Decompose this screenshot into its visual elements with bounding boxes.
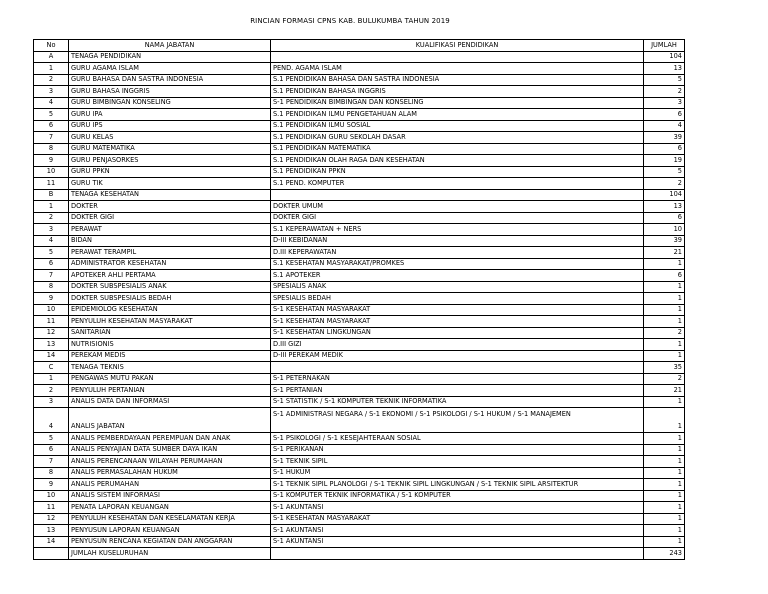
row-kualifikasi: D-III PEREKAM MEDIK	[271, 350, 644, 362]
row-kualifikasi: S-1 PERTANIAN	[271, 385, 644, 397]
row-nama-jabatan: GURU PPKN	[69, 166, 271, 178]
table-row	[34, 456, 685, 468]
row-jumlah: 1	[644, 513, 685, 525]
row-kualifikasi: S-1 PSIKOLOGI / S-1 KESEJAHTERAAN SOSIAL	[271, 433, 644, 445]
table-row	[34, 224, 685, 236]
row-jumlah: 21	[644, 385, 685, 397]
row-nama-jabatan: PENYUSUN RENCANA KEGIATAN DAN ANGGARAN	[69, 536, 271, 548]
row-kualifikasi: D-III KEBIDANAN	[271, 235, 644, 247]
table-row	[34, 525, 685, 537]
row-kualifikasi: S-1 AKUNTANSI	[271, 536, 644, 548]
row-nama-jabatan: GURU BAHASA DAN SASTRA INDONESIA	[69, 74, 271, 86]
row-nama-jabatan: DOKTER	[69, 201, 271, 213]
row-nama-jabatan: NUTRISIONIS	[69, 339, 271, 351]
table-row	[34, 258, 685, 270]
row-jumlah: 1	[644, 316, 685, 328]
total-no-cell	[34, 548, 69, 560]
row-kualifikasi: S.1 PENDIDIKAN BAHASA INGGRIS	[271, 86, 644, 98]
row-kualifikasi: DOKTER UMUM	[271, 201, 644, 213]
table-row	[34, 536, 685, 548]
row-nama-jabatan: ANALIS DATA DAN INFORMASI	[69, 396, 271, 408]
row-kualifikasi: S-1 PERIKANAN	[271, 444, 644, 456]
row-no: 7	[34, 132, 69, 144]
row-kualifikasi: S.1 PENDIDIKAN MATEMATIKA	[271, 143, 644, 155]
row-jumlah: 1	[644, 444, 685, 456]
row-nama-jabatan: GURU PENJASORKES	[69, 155, 271, 167]
table-row	[34, 97, 685, 109]
row-nama-jabatan: GURU BAHASA INGGRIS	[69, 86, 271, 98]
row-jumlah: 13	[644, 63, 685, 75]
row-kualifikasi	[271, 51, 644, 63]
row-no: 10	[34, 304, 69, 316]
row-no: 2	[34, 385, 69, 397]
header-jumlah: JUMLAH	[644, 40, 685, 52]
table-row	[34, 109, 685, 121]
row-kualifikasi: S-1 PETERNAKAN	[271, 373, 644, 385]
row-no: 1	[34, 201, 69, 213]
table-row	[34, 120, 685, 132]
row-kualifikasi: S.1 PENDIDIKAN OLAH RAGA DAN KESEHATAN	[271, 155, 644, 167]
row-no: 4	[34, 408, 69, 433]
row-nama-jabatan: EPIDEMIOLOG KESEHATAN	[69, 304, 271, 316]
row-nama-jabatan: ANALIS PEMBERDAYAAN PEREMPUAN DAN ANAK	[69, 433, 271, 445]
row-nama-jabatan: PENATA LAPORAN KEUANGAN	[69, 502, 271, 514]
row-no: 11	[34, 316, 69, 328]
row-nama-jabatan: DOKTER GIGI	[69, 212, 271, 224]
row-no: 12	[34, 513, 69, 525]
table-row	[34, 74, 685, 86]
row-kualifikasi: S.1 KEPERAWATAN + NERS	[271, 224, 644, 236]
row-nama-jabatan: TENAGA TEKNIS	[69, 362, 271, 374]
row-nama-jabatan: PENYULUH KESEHATAN DAN KESELAMATAN KERJA	[69, 513, 271, 525]
row-kualifikasi: S-1 ADMINISTRASI NEGARA / S-1 EKONOMI / S-1 PSIKOLOGI / S-1 HUKUM / S-1 MANAJEMEN	[271, 408, 644, 433]
table-row	[34, 490, 685, 502]
row-no: C	[34, 362, 69, 374]
row-kualifikasi: S-1 STATISTIK / S-1 KOMPUTER TEKNIK INFORMATIKA	[271, 396, 644, 408]
table-row	[34, 293, 685, 305]
table-row	[34, 433, 685, 445]
row-kualifikasi: S.1 KESEHATAN MASYARAKAT/PROMKES	[271, 258, 644, 270]
table-row	[34, 385, 685, 397]
row-jumlah: 2	[644, 178, 685, 190]
row-no: 14	[34, 536, 69, 548]
row-kualifikasi: S.1 PENDIDIKAN GURU SEKOLAH DASAR	[271, 132, 644, 144]
row-kualifikasi: SPESIALIS ANAK	[271, 281, 644, 293]
table-row	[34, 396, 685, 408]
table-row	[34, 178, 685, 190]
row-nama-jabatan: SANITARIAN	[69, 327, 271, 339]
row-no: 3	[34, 224, 69, 236]
row-no: 14	[34, 350, 69, 362]
table-row	[34, 155, 685, 167]
table-row	[34, 373, 685, 385]
row-no: 10	[34, 166, 69, 178]
row-nama-jabatan: DOKTER SUBSPESIALIS ANAK	[69, 281, 271, 293]
row-kualifikasi: DOKTER GIGI	[271, 212, 644, 224]
row-no: 5	[34, 247, 69, 259]
row-jumlah: 4	[644, 120, 685, 132]
row-kualifikasi: SPESIALIS BEDAH	[271, 293, 644, 305]
row-no: B	[34, 189, 69, 201]
row-no: 5	[34, 109, 69, 121]
row-jumlah: 1	[644, 525, 685, 537]
row-kualifikasi	[271, 189, 644, 201]
row-jumlah: 19	[644, 155, 685, 167]
row-no: 7	[34, 456, 69, 468]
row-nama-jabatan: ANALIS PENYAJIAN DATA SUMBER DAYA IKAN	[69, 444, 271, 456]
row-jumlah: 1	[644, 339, 685, 351]
row-kualifikasi: S-1 AKUNTANSI	[271, 525, 644, 537]
row-jumlah: 39	[644, 132, 685, 144]
formation-table	[33, 39, 685, 560]
row-kualifikasi: S-1 KESEHATAN MASYARAKAT	[271, 513, 644, 525]
row-jumlah: 6	[644, 212, 685, 224]
row-jumlah: 35	[644, 362, 685, 374]
row-no: 3	[34, 86, 69, 98]
row-no: 5	[34, 433, 69, 445]
total-value: 243	[644, 548, 685, 560]
row-nama-jabatan: APOTEKER AHLI PERTAMA	[69, 270, 271, 282]
row-nama-jabatan: ANALIS SISTEM INFORMASI	[69, 490, 271, 502]
row-no: 3	[34, 396, 69, 408]
table-row	[34, 235, 685, 247]
row-jumlah: 10	[644, 224, 685, 236]
header-no: No	[34, 40, 69, 52]
row-no: 8	[34, 281, 69, 293]
header-kualifikasi: KUALIFIKASI PENDIDIKAN	[271, 40, 644, 52]
row-nama-jabatan: TENAGA PENDIDIKAN	[69, 51, 271, 63]
table-row	[34, 502, 685, 514]
row-jumlah: 5	[644, 74, 685, 86]
total-label: JUMLAH KUSELURUHAN	[69, 548, 271, 560]
row-nama-jabatan: DOKTER SUBSPESIALIS BEDAH	[69, 293, 271, 305]
row-nama-jabatan: TENAGA KESEHATAN	[69, 189, 271, 201]
table-row	[34, 201, 685, 213]
row-jumlah: 1	[644, 258, 685, 270]
row-no: 1	[34, 373, 69, 385]
row-nama-jabatan: ADMINISTRATOR KESEHATAN	[69, 258, 271, 270]
row-kualifikasi: S-1 HUKUM	[271, 467, 644, 479]
row-jumlah: 1	[644, 536, 685, 548]
row-no: 13	[34, 525, 69, 537]
row-jumlah: 1	[644, 479, 685, 491]
row-kualifikasi: PEND. AGAMA ISLAM	[271, 63, 644, 75]
row-nama-jabatan: GURU KELAS	[69, 132, 271, 144]
row-jumlah: 1	[644, 350, 685, 362]
row-no: 6	[34, 258, 69, 270]
table-row	[34, 316, 685, 328]
row-no: 8	[34, 467, 69, 479]
row-kualifikasi: S.1 APOTEKER	[271, 270, 644, 282]
row-nama-jabatan: ANALIS PERENCANAAN WILAYAH PERUMAHAN	[69, 456, 271, 468]
row-jumlah: 104	[644, 189, 685, 201]
row-no: A	[34, 51, 69, 63]
row-jumlah: 13	[644, 201, 685, 213]
row-no: 9	[34, 479, 69, 491]
table-row	[34, 281, 685, 293]
row-no: 6	[34, 444, 69, 456]
row-jumlah: 2	[644, 373, 685, 385]
row-kualifikasi: S-1 KOMPUTER TEKNIK INFORMATIKA / S-1 KOMPUTER	[271, 490, 644, 502]
row-kualifikasi: S-1 AKUNTANSI	[271, 502, 644, 514]
row-no: 7	[34, 270, 69, 282]
table-row	[34, 166, 685, 178]
row-no: 2	[34, 212, 69, 224]
row-nama-jabatan: GURU MATEMATIKA	[69, 143, 271, 155]
row-nama-jabatan: PERAWAT TERAMPIL	[69, 247, 271, 259]
row-jumlah: 2	[644, 86, 685, 98]
row-jumlah: 39	[644, 235, 685, 247]
row-nama-jabatan: BIDAN	[69, 235, 271, 247]
row-jumlah: 2	[644, 327, 685, 339]
table-row	[34, 339, 685, 351]
row-no: 13	[34, 339, 69, 351]
row-jumlah: 1	[644, 408, 685, 433]
row-jumlah: 3	[644, 97, 685, 109]
row-jumlah: 6	[644, 143, 685, 155]
row-jumlah: 1	[644, 502, 685, 514]
row-no: 8	[34, 143, 69, 155]
row-kualifikasi: S-1 TEKNIK SIPIL	[271, 456, 644, 468]
row-jumlah: 6	[644, 270, 685, 282]
row-jumlah: 104	[644, 51, 685, 63]
row-no: 4	[34, 97, 69, 109]
table-row	[34, 327, 685, 339]
row-nama-jabatan: PENYULUH KESEHATAN MASYARAKAT	[69, 316, 271, 328]
table-row	[34, 467, 685, 479]
row-nama-jabatan: PENGAWAS MUTU PAKAN	[69, 373, 271, 385]
row-jumlah: 1	[644, 467, 685, 479]
row-no: 4	[34, 235, 69, 247]
row-no: 9	[34, 293, 69, 305]
row-no: 11	[34, 178, 69, 190]
table-row	[34, 513, 685, 525]
total-kualifikasi-cell	[271, 548, 644, 560]
row-kualifikasi: S-1 TEKNIK SIPIL PLANOLOGI / S-1 TEKNIK SIPIL LINGKUNGAN / S-1 TEKNIK SIPIL ARSITEKTUR	[271, 479, 644, 491]
row-kualifikasi: S.1 PENDIDIKAN BAHASA DAN SASTRA INDONESIA	[271, 74, 644, 86]
table-header-row	[34, 40, 685, 52]
row-nama-jabatan: GURU IPA	[69, 109, 271, 121]
table-body	[34, 51, 685, 548]
row-no: 12	[34, 327, 69, 339]
row-kualifikasi: D.III GIZI	[271, 339, 644, 351]
table-row	[34, 350, 685, 362]
row-no: 2	[34, 74, 69, 86]
row-no: 10	[34, 490, 69, 502]
table-row	[34, 247, 685, 259]
row-nama-jabatan: GURU IPS	[69, 120, 271, 132]
row-jumlah: 6	[644, 109, 685, 121]
table-row	[34, 86, 685, 98]
row-nama-jabatan: PENYUSUN LAPORAN KEUANGAN	[69, 525, 271, 537]
row-kualifikasi: S-1 KESEHATAN MASYARAKAT	[271, 316, 644, 328]
row-kualifikasi	[271, 362, 644, 374]
row-no: 6	[34, 120, 69, 132]
table-row	[34, 212, 685, 224]
row-nama-jabatan: PEREKAM MEDIS	[69, 350, 271, 362]
row-nama-jabatan: ANALIS PERMASALAHAN HUKUM	[69, 467, 271, 479]
table-row	[34, 189, 685, 201]
row-kualifikasi: S.1 PENDIDIKAN ILMU SOSIAL	[271, 120, 644, 132]
header-nama-jabatan: NAMA JABATAN	[69, 40, 271, 52]
table-row	[34, 270, 685, 282]
document-title: RINCIAN FORMASI CPNS KAB. BULUKUMBA TAHUN 2019	[250, 17, 450, 25]
table-row	[34, 143, 685, 155]
row-kualifikasi: D.III KEPERAWATAN	[271, 247, 644, 259]
row-kualifikasi: S.1 PENDIDIKAN PPKN	[271, 166, 644, 178]
row-jumlah: 5	[644, 166, 685, 178]
table-row	[34, 51, 685, 63]
table-row	[34, 408, 685, 433]
row-kualifikasi: S.1 PEND. KOMPUTER	[271, 178, 644, 190]
row-jumlah: 1	[644, 396, 685, 408]
row-no: 1	[34, 63, 69, 75]
row-jumlah: 1	[644, 456, 685, 468]
row-nama-jabatan: GURU AGAMA ISLAM	[69, 63, 271, 75]
row-jumlah: 1	[644, 433, 685, 445]
row-kualifikasi: S-1 PENDIDIKAN BIMBINGAN DAN KONSELING	[271, 97, 644, 109]
row-nama-jabatan: PENYULUH PERTANIAN	[69, 385, 271, 397]
row-nama-jabatan: ANALIS JABATAN	[69, 408, 271, 433]
row-jumlah: 1	[644, 281, 685, 293]
table-row	[34, 362, 685, 374]
row-no: 11	[34, 502, 69, 514]
table-row	[34, 304, 685, 316]
row-jumlah: 1	[644, 304, 685, 316]
table-row	[34, 444, 685, 456]
table-row	[34, 63, 685, 75]
row-jumlah: 1	[644, 293, 685, 305]
table-row	[34, 132, 685, 144]
table-row	[34, 479, 685, 491]
row-kualifikasi: S-1 KESEHATAN MASYARAKAT	[271, 304, 644, 316]
row-nama-jabatan: PERAWAT	[69, 224, 271, 236]
row-kualifikasi: S.1 PENDIDIKAN ILMU PENGETAHUAN ALAM	[271, 109, 644, 121]
row-nama-jabatan: GURU TIK	[69, 178, 271, 190]
row-jumlah: 21	[644, 247, 685, 259]
total-row	[34, 548, 685, 560]
row-nama-jabatan: GURU BIMBINGAN KONSELING	[69, 97, 271, 109]
row-jumlah: 1	[644, 490, 685, 502]
row-no: 9	[34, 155, 69, 167]
row-nama-jabatan: ANALIS PERUMAHAN	[69, 479, 271, 491]
row-kualifikasi: S-1 KESEHATAN LINGKUNGAN	[271, 327, 644, 339]
